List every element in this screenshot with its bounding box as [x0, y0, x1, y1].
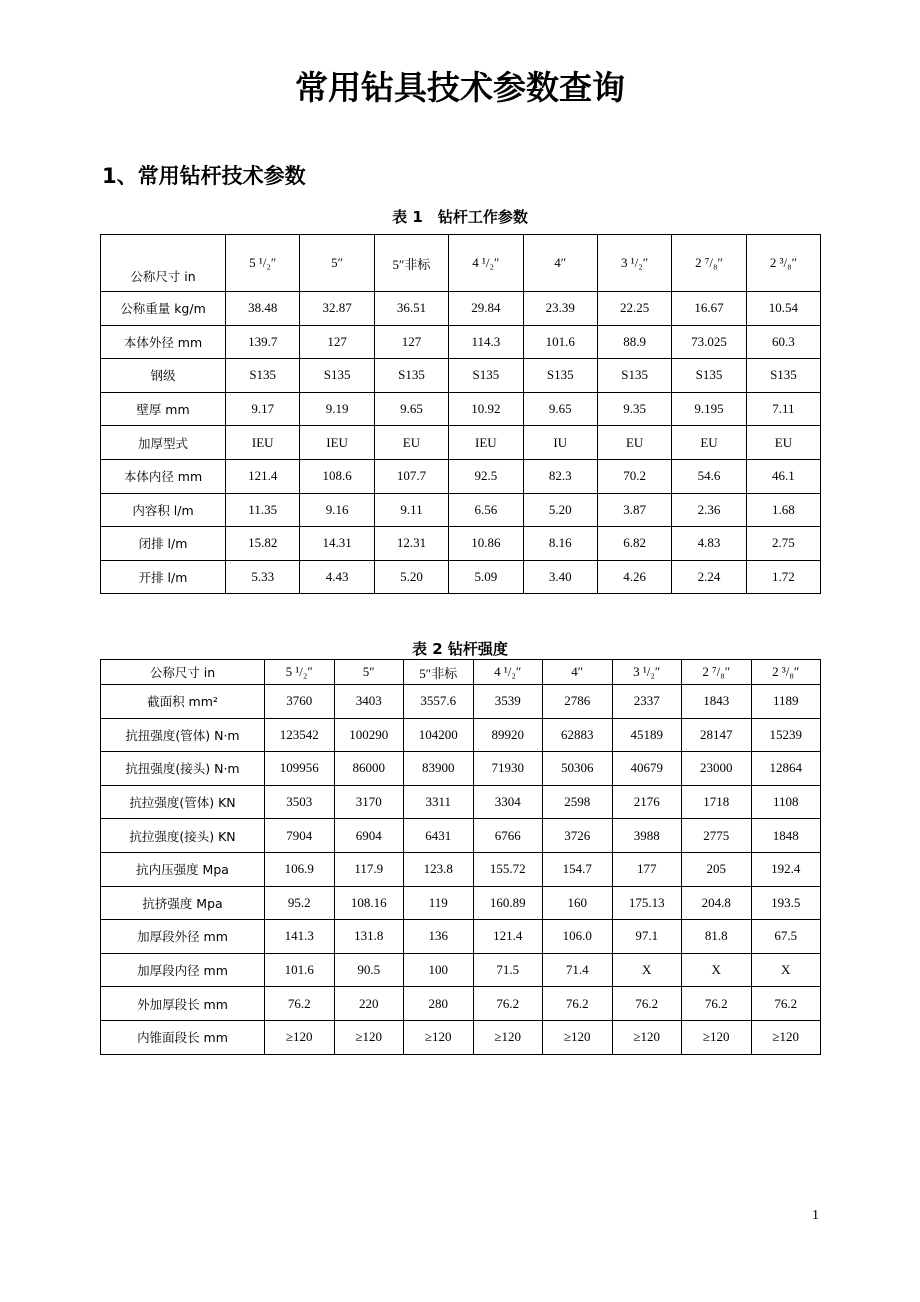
value-cell: 76.2 [265, 987, 335, 1021]
value-cell: 5.20 [523, 493, 597, 527]
value-cell: 1189 [751, 685, 821, 719]
value-cell: 23000 [682, 752, 752, 786]
value-cell: 40679 [612, 752, 682, 786]
value-cell: ≥120 [682, 1020, 752, 1054]
value-cell: 9.65 [523, 392, 597, 426]
table-row [101, 953, 821, 987]
value-cell: IEU [300, 426, 374, 460]
value-cell: 28147 [682, 718, 752, 752]
value-cell: S135 [523, 359, 597, 393]
row-label-cell: 钢级 [101, 359, 226, 393]
value-cell: 45189 [612, 718, 682, 752]
value-cell: 3403 [334, 685, 404, 719]
drill-pipe-working-params-table [100, 234, 821, 594]
value-cell: 101.6 [265, 953, 335, 987]
value-cell: ≥120 [265, 1020, 335, 1054]
value-cell: 2598 [543, 785, 613, 819]
value-cell: 3557.6 [404, 685, 474, 719]
value-cell: 205 [682, 852, 752, 886]
value-cell: 10.54 [746, 292, 820, 326]
row-label-cell: 本体内径 mm [101, 459, 226, 493]
table-row [101, 292, 821, 326]
row-label-cell: 内锥面段长 mm [101, 1020, 265, 1054]
value-cell: 204.8 [682, 886, 752, 920]
value-cell: 2337 [612, 685, 682, 719]
value-cell: 22.25 [597, 292, 671, 326]
table-row [101, 1020, 821, 1054]
value-cell: 73.025 [672, 325, 746, 359]
value-cell: 2.24 [672, 560, 746, 594]
value-cell: 3170 [334, 785, 404, 819]
value-cell: 3304 [473, 785, 543, 819]
value-cell: 88.9 [597, 325, 671, 359]
section-heading: 1、常用钻杆技术参数 [102, 164, 306, 188]
value-cell: 76.2 [751, 987, 821, 1021]
size-header-cell: 5 ¹/₂″ [265, 660, 335, 685]
value-cell: 104200 [404, 718, 474, 752]
table-row [101, 325, 821, 359]
value-cell: 11.35 [226, 493, 300, 527]
header-label-cell: 公称尺寸 in [101, 235, 226, 292]
table-row [101, 527, 821, 561]
value-cell: 121.4 [473, 920, 543, 954]
drill-pipe-strength-table [100, 659, 821, 1055]
size-header-cell: 3 ¹/₂″ [597, 235, 671, 292]
size-header-cell: 4″ [523, 235, 597, 292]
size-header-cell: 2 ³/₈″ [746, 235, 820, 292]
value-cell: 95.2 [265, 886, 335, 920]
table-row [101, 392, 821, 426]
row-label-cell: 本体外径 mm [101, 325, 226, 359]
table-row [101, 987, 821, 1021]
value-cell: IEU [449, 426, 523, 460]
row-label-cell: 截面积 mm² [101, 685, 265, 719]
size-header-cell: 2 ⁷/₈″ [672, 235, 746, 292]
row-label-cell: 抗挤强度 Mpa [101, 886, 265, 920]
value-cell: 127 [300, 325, 374, 359]
value-cell: 5.20 [374, 560, 448, 594]
row-label-cell: 壁厚 mm [101, 392, 226, 426]
value-cell: 71930 [473, 752, 543, 786]
page-number: 1 [812, 1208, 819, 1223]
value-cell: 76.2 [473, 987, 543, 1021]
value-cell: EU [374, 426, 448, 460]
value-cell: X [612, 953, 682, 987]
size-header-cell: 4″ [543, 660, 613, 685]
value-cell: 92.5 [449, 459, 523, 493]
value-cell: 2775 [682, 819, 752, 853]
value-cell: 100 [404, 953, 474, 987]
value-cell: 10.92 [449, 392, 523, 426]
value-cell: 109956 [265, 752, 335, 786]
row-label-cell: 加厚型式 [101, 426, 226, 460]
value-cell: ≥120 [473, 1020, 543, 1054]
row-label-cell: 加厚段外径 mm [101, 920, 265, 954]
value-cell: EU [746, 426, 820, 460]
value-cell: 2.36 [672, 493, 746, 527]
row-label-cell: 闭排 l/m [101, 527, 226, 561]
value-cell: 106.0 [543, 920, 613, 954]
value-cell: ≥120 [751, 1020, 821, 1054]
value-cell: 119 [404, 886, 474, 920]
value-cell: 15.82 [226, 527, 300, 561]
value-cell: 86000 [334, 752, 404, 786]
value-cell: 106.9 [265, 852, 335, 886]
size-header-cell: 3 ¹/₂″ [612, 660, 682, 685]
value-cell: 16.67 [672, 292, 746, 326]
value-cell: ≥120 [543, 1020, 613, 1054]
value-cell: 193.5 [751, 886, 821, 920]
value-cell: 1848 [751, 819, 821, 853]
value-cell: 90.5 [334, 953, 404, 987]
value-cell: 14.31 [300, 527, 374, 561]
value-cell: 175.13 [612, 886, 682, 920]
page-title: 常用钻具技术参数查询 [295, 68, 625, 107]
value-cell: 107.7 [374, 459, 448, 493]
value-cell: 9.16 [300, 493, 374, 527]
value-cell: 3988 [612, 819, 682, 853]
value-cell: 114.3 [449, 325, 523, 359]
value-cell: 3539 [473, 685, 543, 719]
value-cell: 36.51 [374, 292, 448, 326]
value-cell: 139.7 [226, 325, 300, 359]
value-cell: IEU [226, 426, 300, 460]
value-cell: EU [597, 426, 671, 460]
value-cell: 12.31 [374, 527, 448, 561]
value-cell: 6766 [473, 819, 543, 853]
value-cell: 101.6 [523, 325, 597, 359]
value-cell: 9.65 [374, 392, 448, 426]
table-row [101, 852, 821, 886]
value-cell: 81.8 [682, 920, 752, 954]
value-cell: IU [523, 426, 597, 460]
value-cell: 46.1 [746, 459, 820, 493]
size-header-cell: 4 ¹/₂″ [449, 235, 523, 292]
value-cell: 5.33 [226, 560, 300, 594]
value-cell: 82.3 [523, 459, 597, 493]
value-cell: 4.83 [672, 527, 746, 561]
value-cell: 54.6 [672, 459, 746, 493]
size-header-cell: 5″非标 [404, 660, 474, 685]
value-cell: 4.26 [597, 560, 671, 594]
value-cell: 1843 [682, 685, 752, 719]
value-cell: 10.86 [449, 527, 523, 561]
value-cell: 117.9 [334, 852, 404, 886]
row-label-cell: 开排 l/m [101, 560, 226, 594]
value-cell: 127 [374, 325, 448, 359]
table2-caption: 表 2 钻杆强度 [412, 640, 508, 658]
value-cell: 177 [612, 852, 682, 886]
value-cell: 7904 [265, 819, 335, 853]
value-cell: 2786 [543, 685, 613, 719]
table-row [101, 920, 821, 954]
table-row [101, 560, 821, 594]
value-cell: 62883 [543, 718, 613, 752]
value-cell: 9.17 [226, 392, 300, 426]
table-row [101, 426, 821, 460]
value-cell: 67.5 [751, 920, 821, 954]
value-cell: 280 [404, 987, 474, 1021]
value-cell: X [682, 953, 752, 987]
value-cell: 141.3 [265, 920, 335, 954]
row-label-cell: 抗拉强度(接头) KN [101, 819, 265, 853]
value-cell: 123.8 [404, 852, 474, 886]
row-label-cell: 公称重量 kg/m [101, 292, 226, 326]
value-cell: 76.2 [682, 987, 752, 1021]
value-cell: 1108 [751, 785, 821, 819]
value-cell: ≥120 [334, 1020, 404, 1054]
table1-caption: 表 1 钻杆工作参数 [392, 208, 528, 226]
value-cell: 97.1 [612, 920, 682, 954]
value-cell: 29.84 [449, 292, 523, 326]
value-cell: 121.4 [226, 459, 300, 493]
value-cell: 155.72 [473, 852, 543, 886]
size-header-cell: 5″非标 [374, 235, 448, 292]
value-cell: 3.40 [523, 560, 597, 594]
value-cell: S135 [449, 359, 523, 393]
value-cell: 108.6 [300, 459, 374, 493]
size-header-cell: 5″ [334, 660, 404, 685]
size-header-cell: 5 ¹/₂″ [226, 235, 300, 292]
value-cell: 76.2 [612, 987, 682, 1021]
value-cell: 123542 [265, 718, 335, 752]
table-header-row [101, 235, 821, 292]
value-cell: 32.87 [300, 292, 374, 326]
value-cell: 100290 [334, 718, 404, 752]
table-row [101, 785, 821, 819]
value-cell: 9.19 [300, 392, 374, 426]
value-cell: 60.3 [746, 325, 820, 359]
value-cell: S135 [746, 359, 820, 393]
value-cell: 136 [404, 920, 474, 954]
value-cell: 6.56 [449, 493, 523, 527]
value-cell: S135 [374, 359, 448, 393]
value-cell: 160 [543, 886, 613, 920]
value-cell: 38.48 [226, 292, 300, 326]
value-cell: 154.7 [543, 852, 613, 886]
value-cell: 12864 [751, 752, 821, 786]
value-cell: X [751, 953, 821, 987]
value-cell: S135 [597, 359, 671, 393]
value-cell: 108.16 [334, 886, 404, 920]
value-cell: 9.195 [672, 392, 746, 426]
value-cell: 160.89 [473, 886, 543, 920]
value-cell: ≥120 [404, 1020, 474, 1054]
table-row [101, 685, 821, 719]
value-cell: 192.4 [751, 852, 821, 886]
value-cell: 2176 [612, 785, 682, 819]
value-cell: 6904 [334, 819, 404, 853]
size-header-cell: 2 ³/₈″ [751, 660, 821, 685]
value-cell: 71.4 [543, 953, 613, 987]
table-row [101, 359, 821, 393]
row-label-cell: 加厚段内径 mm [101, 953, 265, 987]
value-cell: 4.43 [300, 560, 374, 594]
value-cell: 131.8 [334, 920, 404, 954]
table-row [101, 819, 821, 853]
value-cell: 71.5 [473, 953, 543, 987]
row-label-cell: 抗扭强度(管体) N·m [101, 718, 265, 752]
table-header-row [101, 660, 821, 685]
value-cell: 5.09 [449, 560, 523, 594]
value-cell: 7.11 [746, 392, 820, 426]
row-label-cell: 抗扭强度(接头) N·m [101, 752, 265, 786]
value-cell: ≥120 [612, 1020, 682, 1054]
value-cell: 220 [334, 987, 404, 1021]
value-cell: 70.2 [597, 459, 671, 493]
table-row [101, 459, 821, 493]
value-cell: 8.16 [523, 527, 597, 561]
value-cell: 2.75 [746, 527, 820, 561]
value-cell: 3311 [404, 785, 474, 819]
row-label-cell: 内容积 l/m [101, 493, 226, 527]
size-header-cell: 5″ [300, 235, 374, 292]
value-cell: 76.2 [543, 987, 613, 1021]
value-cell: S135 [226, 359, 300, 393]
value-cell: 1.68 [746, 493, 820, 527]
header-label-cell: 公称尺寸 in [101, 660, 265, 685]
value-cell: 3760 [265, 685, 335, 719]
value-cell: 3.87 [597, 493, 671, 527]
value-cell: 9.11 [374, 493, 448, 527]
value-cell: 23.39 [523, 292, 597, 326]
value-cell: 6431 [404, 819, 474, 853]
table-row [101, 493, 821, 527]
value-cell: 6.82 [597, 527, 671, 561]
size-header-cell: 2 ⁷/₈″ [682, 660, 752, 685]
value-cell: 15239 [751, 718, 821, 752]
value-cell: 3503 [265, 785, 335, 819]
value-cell: 9.35 [597, 392, 671, 426]
table-row [101, 718, 821, 752]
value-cell: 1718 [682, 785, 752, 819]
row-label-cell: 抗内压强度 Mpa [101, 852, 265, 886]
value-cell: 50306 [543, 752, 613, 786]
table-row [101, 752, 821, 786]
value-cell: S135 [672, 359, 746, 393]
row-label-cell: 抗拉强度(管体) KN [101, 785, 265, 819]
row-label-cell: 外加厚段长 mm [101, 987, 265, 1021]
value-cell: 83900 [404, 752, 474, 786]
value-cell: S135 [300, 359, 374, 393]
value-cell: 89920 [473, 718, 543, 752]
value-cell: 1.72 [746, 560, 820, 594]
value-cell: 3726 [543, 819, 613, 853]
value-cell: EU [672, 426, 746, 460]
table-row [101, 886, 821, 920]
size-header-cell: 4 ¹/₂″ [473, 660, 543, 685]
